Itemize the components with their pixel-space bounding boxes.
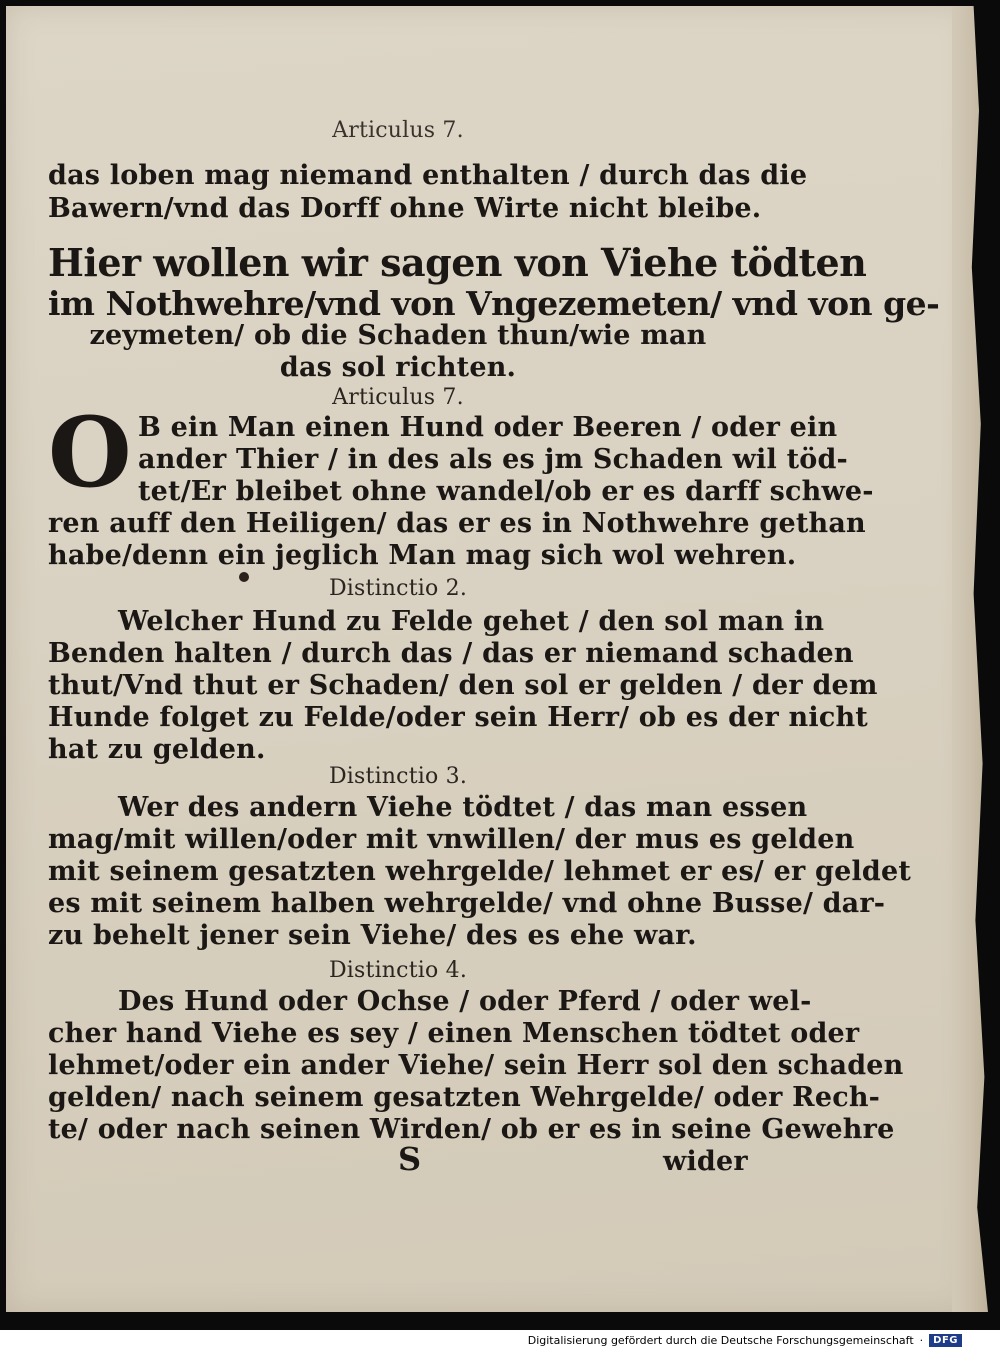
text-line: es mit seinem halben wehrgelde/ vnd ohne Busse/ dar- [48, 888, 886, 919]
text-line: te/ oder nach seinen Wirden/ ob er es in seine Gewehre [48, 1114, 895, 1145]
dfg-logo-icon: DFG [929, 1334, 962, 1347]
footer-separator: · [919, 1333, 924, 1347]
distinctio-label: Distinctio 2. [328, 576, 468, 601]
text-line: gelden/ nach seinem gesatzten Wehrgelde/ oder Rech- [48, 1082, 881, 1113]
text-line: habe/denn ein jeglich Man mag sich wol wehren. [48, 540, 797, 571]
distinctio-label: Distinctio 4. [328, 958, 468, 983]
text-line: ander Thier / in des als es jm Schaden wil töd- [138, 444, 848, 475]
running-head: Articulus 7. [332, 118, 464, 143]
text-line: lehmet/oder ein ander Viehe/ sein Herr sol den schaden [48, 1050, 904, 1081]
decorated-initial: O [48, 396, 132, 509]
section-heading-line: Hier wollen wir sagen von Viehe tödten [48, 240, 867, 285]
text-line: tet/Er bleibet ohne wandel/ob er es darff schwe- [138, 476, 874, 507]
digitization-footer [528, 1332, 962, 1348]
section-heading-line: das sol richten. [279, 352, 517, 383]
section-heading-line: im Nothwehre/vnd von Vngezemeten/ vnd von ge- [48, 284, 940, 323]
text-line: B ein Man einen Hund oder Beeren / oder ein [138, 412, 838, 443]
text-line: zu behelt jener sein Viehe/ des es ehe war. [48, 920, 697, 951]
distinctio-label: Distinctio 3. [328, 764, 468, 789]
text-line: Hunde folget zu Felde/oder sein Herr/ ob es der nicht [48, 702, 868, 733]
text-line: Welcher Hund zu Felde gehet / den sol man in [118, 606, 825, 637]
text-line: Wer des andern Viehe tödtet / das man essen [118, 792, 808, 823]
text-line: thut/Vnd thut er Schaden/ den sol er gelden / der dem [48, 670, 878, 701]
text-line: mit seinem gesatzten wehrgelde/ lehmet er es/ er geldet [48, 856, 912, 887]
text-line: hat zu gelden. [48, 734, 266, 765]
footer-text: Digitalisierung gefördert durch die Deutsche Forschungsgemeinschaft [527, 1333, 914, 1347]
text-line: das loben mag niemand enthalten / durch das die [48, 160, 808, 191]
text-line: ren auff den Heiligen/ das er es in Nothwehre gethan [48, 508, 866, 539]
section-heading-line: zeymeten/ ob die Schaden thun/wie man [89, 320, 707, 351]
text-line: Benden halten / durch das / das er niemand schaden [48, 638, 854, 669]
catchword: wider [663, 1146, 748, 1177]
signature-mark: S [398, 1140, 422, 1178]
text-line: Des Hund oder Ochse / oder Pferd / oder wel- [118, 986, 812, 1017]
text-line: cher hand Viehe es sey / einen Menschen tödtet oder [48, 1018, 860, 1049]
text-line: mag/mit willen/oder mit vnwillen/ der mus es gelden [48, 824, 855, 855]
articulus-label: Articulus 7. [332, 385, 464, 410]
text-line: Bawern/vnd das Dorff ohne Wirte nicht bleibe. [48, 193, 762, 224]
